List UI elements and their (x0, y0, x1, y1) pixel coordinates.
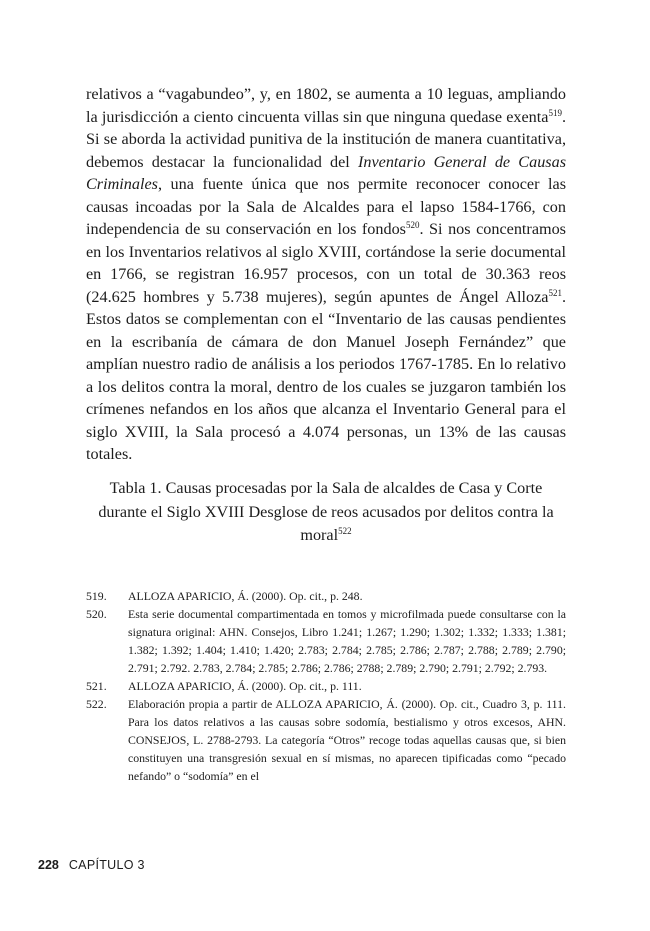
page-footer (38, 858, 145, 872)
footnote-number: 519. (86, 589, 107, 603)
footnote-ref-520[interactable]: 520 (405, 220, 420, 230)
body-text-part-2: . Si se aborda la actividad punitiva de la institución de manera cuantitativa, debemos destacar la funcionalidad del (86, 107, 566, 171)
page-number: 228 (38, 858, 59, 872)
body-text-part-5: . Estos datos se complementan con el “Inventario de las causas pendientes en la escribanía de cámara de don Manuel Joseph Fernández” que amplían nuestro radio de análisis a los periodos 1767-1785. En lo relativo a los delitos contra la moral, dentro de los cuales se juzgaron también los crímenes nefandos en los años que alcanza el Inventario General para el siglo XVIII, la Sala procesó a 4.074 personas, un 13% de las causas totales. (86, 287, 566, 463)
footnote-521 (86, 677, 566, 695)
footnote-ref-521[interactable]: 521 (548, 287, 562, 298)
footnotes-section (86, 587, 566, 785)
footnote-ref-522[interactable]: 522 (338, 526, 352, 536)
body-paragraph (86, 83, 566, 466)
body-text-part-3: , una fuente única que nos permite reconocer conocer las causas incoadas por la Sala de Alcaldes para el lapso 1584-1766, con independencia de su conservación en los fondos (86, 175, 566, 238)
body-text-part-1: relativos a “vagabundeo”, y, en 1802, se aumenta a 10 leguas, ampliando la jurisdicción a ciento cincuenta villas sin que ninguna quedase exenta (86, 85, 566, 126)
footnote-number: 522. (86, 697, 107, 711)
footnote-520 (86, 605, 566, 677)
footnote-text: ALLOZA APARICIO, Á. (2000). Op. cit., p. 111. (128, 679, 362, 693)
footnote-text: Esta serie documental compartimentada en tomos y microfilmada puede consultarse con la signatura original: AHN. Consejos, Libro 1.241; 1.267; 1.290; 1.302; 1.332; 1.333; 1.381; 1.382; 1.392; 1.404; 1.410; 1.420; 2.783; 2.784; 2.785; 2.786; 2.787; 2.788; 2.789; 2.790; 2.791; 2.792. 2.783, 2.784; 2.785; 2.786; 2.786; 2788; 2.789; 2.790; 2.791; 2.792; 2.793. (128, 607, 566, 675)
body-text-part-4: . Si nos concentramos en los Inventarios relativos al siglo XVIII, cortándose la serie documental en 1766, se registran 16.957 procesos, con un total de 30.363 reos (24.625 hombres y 5.738 mujeres), según apuntes de Ángel Alloza (86, 220, 566, 306)
table-caption (86, 477, 566, 548)
footnote-519 (86, 587, 566, 605)
table-caption-text: Tabla 1. Causas procesadas por la Sala de alcaldes de Casa y Corte durante el Siglo XVIII Desglose de reos acusados por delitos contra la moral (98, 479, 554, 544)
footnote-text: ALLOZA APARICIO, Á. (2000). Op. cit., p. 248. (128, 589, 363, 603)
footnote-ref-519[interactable]: 519 (548, 107, 562, 118)
footnote-number: 521. (86, 679, 107, 693)
footnote-text: Elaboración propia a partir de ALLOZA APARICIO, Á. (2000). Op. cit., Cuadro 3, p. 111. Para los datos relativos a las causas sobre sodomía, bestialismo y otros excesos, AHN. CONSEJOS, L. 2788-2793. La categoría “Otros” recoge todas aquellas causas que, si bien constituyen una transgresión sexual en sí mismas, no aparecen tipificadas como “pecado nefando” o “sodomía” en el (128, 697, 566, 783)
chapter-label: CAPÍTULO 3 (68, 858, 145, 872)
footnote-522 (86, 695, 566, 785)
body-text-italic-title: Inventario General de Causas Criminales (86, 152, 566, 193)
footnote-number: 520. (86, 607, 107, 621)
